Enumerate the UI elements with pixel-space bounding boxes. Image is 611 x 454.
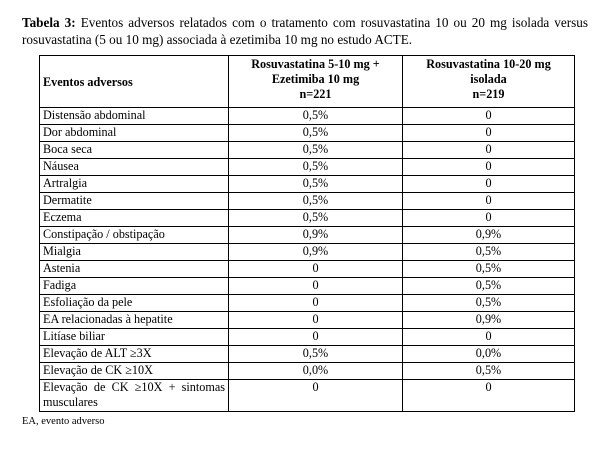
- header-monotherapy: [403, 56, 575, 108]
- table-footnote: EA, evento adverso: [22, 416, 105, 427]
- adverse-events-table: [39, 55, 575, 412]
- table-row: [40, 125, 575, 142]
- header-combination-line2: Ezetimiba 10 mg: [271, 72, 360, 86]
- combo-value: 0,9%: [229, 227, 403, 244]
- table-header-row: [40, 56, 575, 108]
- alone-value: 0,5%: [403, 261, 575, 278]
- header-adverse-events: Eventos adversos: [40, 56, 229, 108]
- combo-value: 0: [229, 278, 403, 295]
- table-row: [40, 193, 575, 210]
- combo-value: 0,5%: [229, 210, 403, 227]
- alone-value: 0,5%: [403, 295, 575, 312]
- alone-value: 0: [403, 193, 575, 210]
- combo-value: 0: [229, 261, 403, 278]
- alone-value: 0: [403, 125, 575, 142]
- event-name: Mialgia: [40, 244, 229, 261]
- table-row: [40, 312, 575, 329]
- event-name: Elevação de ALT ≥3X: [40, 346, 229, 363]
- table-row: [40, 142, 575, 159]
- table-row: [40, 380, 575, 412]
- alone-value: 0,5%: [403, 278, 575, 295]
- header-monotherapy-n: n=219: [472, 87, 505, 101]
- table-caption: [22, 14, 588, 48]
- combo-value: 0: [229, 295, 403, 312]
- table-row: [40, 295, 575, 312]
- event-name: Boca seca: [40, 142, 229, 159]
- event-name: Dor abdominal: [40, 125, 229, 142]
- combo-value: 0: [229, 312, 403, 329]
- table-row: [40, 108, 575, 125]
- combo-value: 0,5%: [229, 108, 403, 125]
- combo-value: 0,5%: [229, 193, 403, 210]
- header-monotherapy-line2: isolada: [470, 72, 507, 86]
- table-row: [40, 244, 575, 261]
- event-name: Astenia: [40, 261, 229, 278]
- event-name: Esfoliação da pele: [40, 295, 229, 312]
- alone-value: 0: [403, 176, 575, 193]
- event-name: Elevação de CK ≥10X: [40, 363, 229, 380]
- table-row: [40, 261, 575, 278]
- event-name: Litíase biliar: [40, 329, 229, 346]
- table-row: [40, 227, 575, 244]
- table-row: [40, 329, 575, 346]
- combo-value: 0,9%: [229, 244, 403, 261]
- event-name: Elevação de CK ≥10X + sintomas musculares: [40, 380, 229, 412]
- event-name: EA relacionadas à hepatite: [40, 312, 229, 329]
- combo-value: 0,5%: [229, 125, 403, 142]
- table-row: [40, 278, 575, 295]
- alone-value: 0: [403, 380, 575, 412]
- caption-text: Eventos adversos relatados com o tratamento com rosuvastatina 10 ou 20 mg isolada versus rosuvastatina (5 ou 10 mg) associada à ezetimiba 10 mg no estudo ACTE.: [22, 15, 589, 47]
- alone-value: 0,5%: [403, 363, 575, 380]
- alone-value: 0: [403, 108, 575, 125]
- event-name: Eczema: [40, 210, 229, 227]
- combo-value: 0: [229, 329, 403, 346]
- alone-value: 0,0%: [403, 346, 575, 363]
- table-row: [40, 176, 575, 193]
- combo-value: 0,5%: [229, 346, 403, 363]
- alone-value: 0,9%: [403, 312, 575, 329]
- alone-value: 0: [403, 142, 575, 159]
- table-row: [40, 363, 575, 380]
- combo-value: 0,5%: [229, 142, 403, 159]
- event-name: Constipação / obstipação: [40, 227, 229, 244]
- combo-value: 0,5%: [229, 159, 403, 176]
- event-name: Dermatite: [40, 193, 229, 210]
- table-row: [40, 210, 575, 227]
- header-combination-line1: Rosuvastatina 5-10 mg +: [251, 57, 380, 71]
- event-name: Fadiga: [40, 278, 229, 295]
- combo-value: 0: [229, 380, 403, 412]
- alone-value: 0,9%: [403, 227, 575, 244]
- alone-value: 0,5%: [403, 244, 575, 261]
- combo-value: 0,0%: [229, 363, 403, 380]
- combo-value: 0,5%: [229, 176, 403, 193]
- table-row: [40, 159, 575, 176]
- event-name: Artralgia: [40, 176, 229, 193]
- event-name: Distensão abdominal: [40, 108, 229, 125]
- header-combination-n: n=221: [299, 87, 332, 101]
- header-combination: [229, 56, 403, 108]
- header-monotherapy-line1: Rosuvastatina 10-20 mg: [426, 57, 551, 71]
- alone-value: 0: [403, 210, 575, 227]
- alone-value: 0: [403, 329, 575, 346]
- alone-value: 0: [403, 159, 575, 176]
- caption-label: Tabela 3:: [22, 15, 76, 30]
- table-row: [40, 346, 575, 363]
- event-name: Náusea: [40, 159, 229, 176]
